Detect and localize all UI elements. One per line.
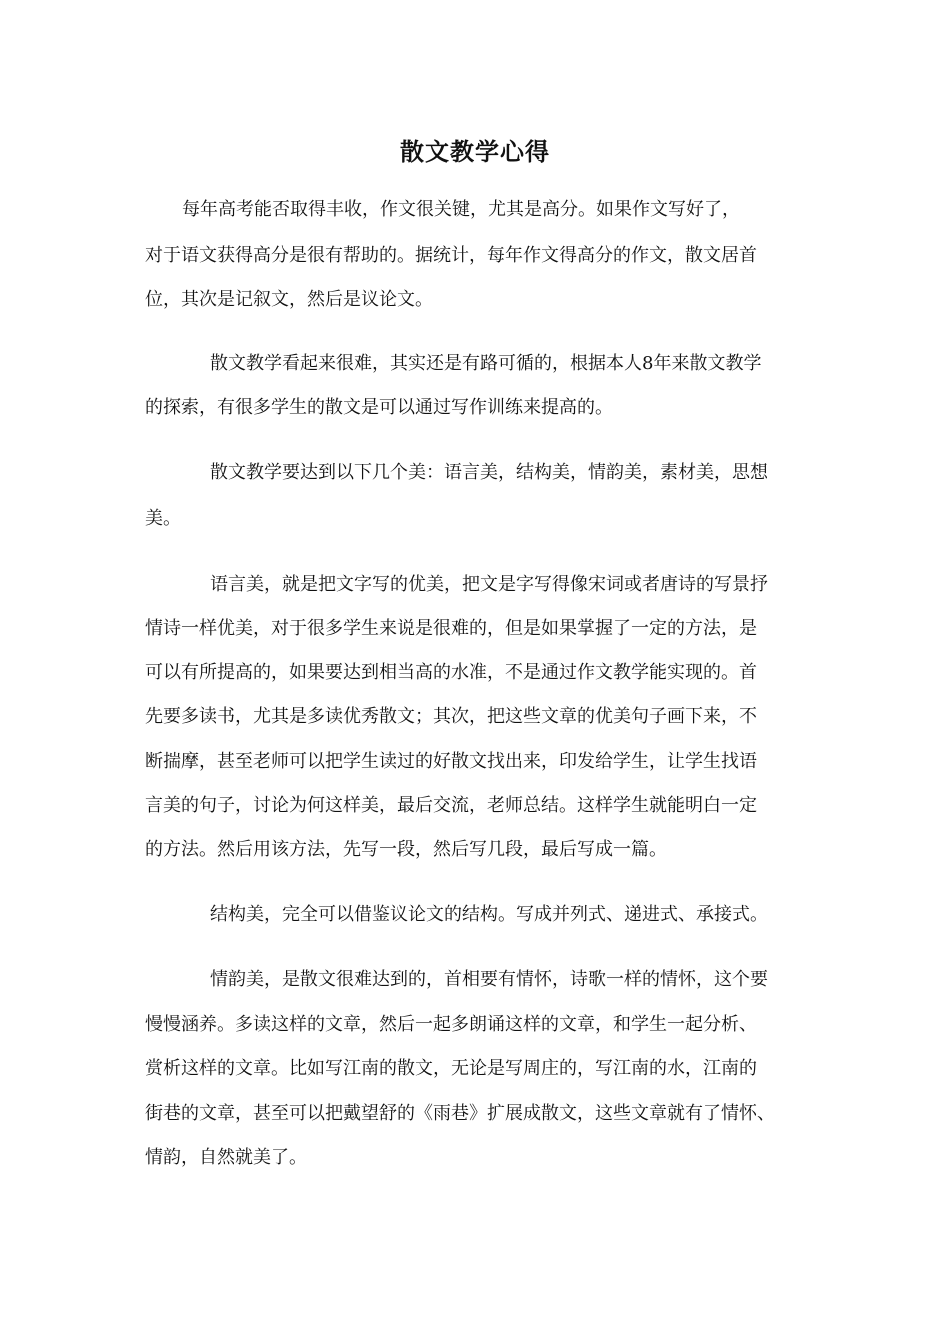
paragraph-line: 情诗一样优美，对于很多学生来说是很难的，但是如果掌握了一定的方法，是	[145, 618, 757, 639]
document-title: 散文教学心得	[400, 137, 550, 166]
paragraph-line: 的方法。然后用该方法，先写一段，然后写几段，最后写成一篇。	[145, 839, 667, 860]
paragraph-line: 语言美，就是把文字写的优美，把文是字写得像宋词或者唐诗的写景抒	[210, 574, 768, 595]
paragraph-line: 断揣摩，甚至老师可以把学生读过的好散文找出来，印发给学生，让学生找语	[145, 751, 757, 772]
paragraph-line: 位，其次是记叙文，然后是议论文。	[145, 289, 433, 310]
paragraph-line: 对于语文获得高分是很有帮助的。据统计，每年作文得高分的作文，散文居首	[145, 245, 757, 266]
paragraph-line: 情韵，自然就美了。	[145, 1147, 307, 1168]
paragraph-line: 可以有所提高的，如果要达到相当高的水准，不是通过作文教学能实现的。首	[145, 662, 757, 683]
paragraph-line: 结构美，完全可以借鉴议论文的结构。写成并列式、递进式、承接式。	[210, 904, 768, 925]
paragraph-line: 散文教学要达到以下几个美：语言美，结构美，情韵美，素材美，思想	[210, 462, 768, 483]
paragraph-line: 美。	[145, 508, 181, 529]
paragraph-line: 先要多读书，尤其是多读优秀散文；其次，把这些文章的优美句子画下来，不	[145, 706, 757, 727]
paragraph-line: 情韵美，是散文很难达到的，首相要有情怀，诗歌一样的情怀，这个要	[210, 969, 768, 990]
paragraph-line: 慢慢涵养。多读这样的文章，然后一起多朗诵这样的文章，和学生一起分析、	[145, 1014, 757, 1035]
paragraph-line: 散文教学看起来很难，其实还是有路可循的，根据本人8年来散文教学	[210, 353, 762, 374]
paragraph-line: 每年高考能否取得丰收，作文很关键，尤其是高分。如果作文写好了，	[146, 199, 740, 220]
paragraph-line: 的探索，有很多学生的散文是可以通过写作训练来提高的。	[145, 397, 613, 418]
paragraph-line: 言美的句子，讨论为何这样美，最后交流，老师总结。这样学生就能明白一定	[145, 795, 757, 816]
paragraph-line: 街巷的文章，甚至可以把戴望舒的《雨巷》扩展成散文，这些文章就有了情怀、	[145, 1103, 775, 1124]
paragraph-line: 赏析这样的文章。比如写江南的散文，无论是写周庄的，写江南的水，江南的	[145, 1058, 757, 1079]
